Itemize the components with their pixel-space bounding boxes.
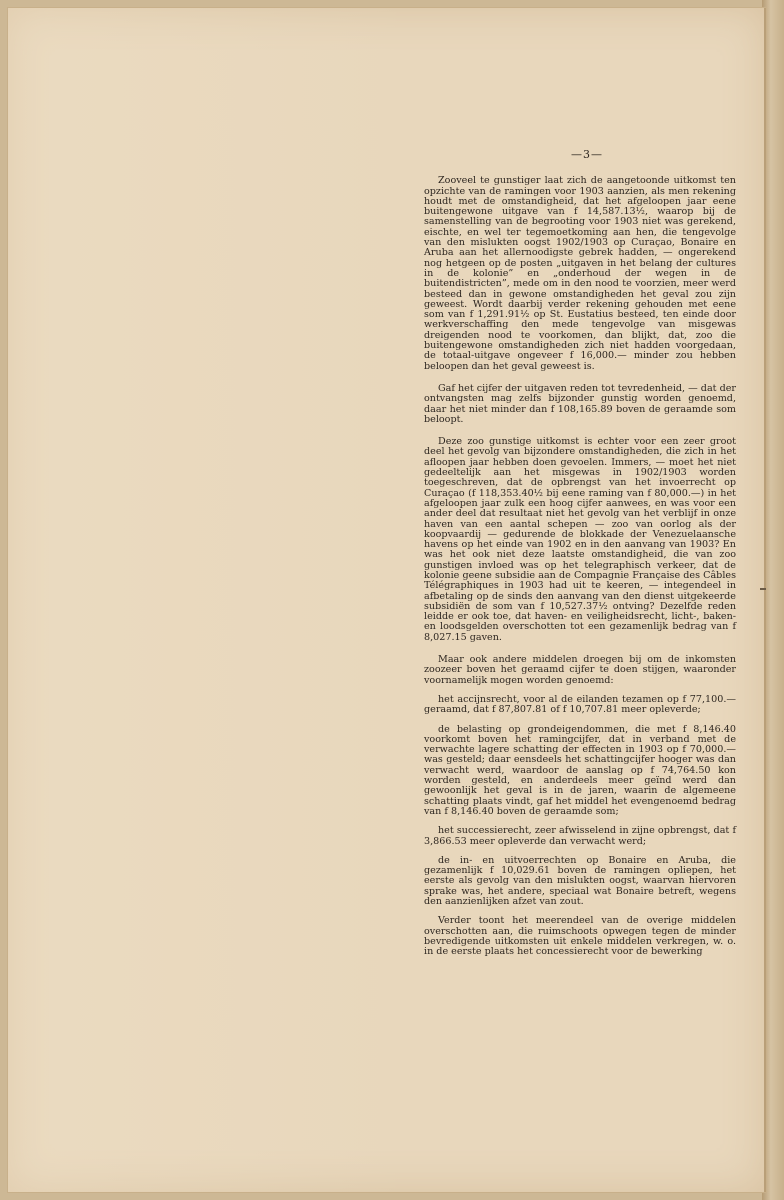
paragraph-land-tax: de belasting op grondeigendommen, die met f 8,146.40 voorkomt boven het ramingcijfer, dat in verband met de verwachte lagere schatting der effecten in 1903 op f 70,000.— was gesteld; daar eensdeels het schattingcijfer hooger was dan verwacht werd, waardoor de aanslag op f 74,764.50 kon worden gesteld, en anderdeels meer geïnd werd dan gewoonlijk het geval is in de jaren, waarin de algemeene schatting plaats vindt, gaf het middel het evengenoemd bedrag van f 8,146.40 boven de geraamde som; — [424, 723, 736, 817]
paragraph-circumstances: Deze zoo gunstige uitkomst is echter voor een zeer groot deel het gevolg van bijzondere omstandigheden, die zich in het afloopen jaar hebben doen gevoelen. Immers, — moet het niet gedeeltelijk aan het misgewas in 1902/1903 worden toegeschreven, dat de opbrengst van het invoerrecht op Curaçao (f 118,353.40½ bij eene raming van f 80,000.—) in het afgeloopen jaar zulk een hoog cijfer aanwees, en was voor een ander deel dat resultaat niet het gevolg van het verblijf in onze haven van een aantal schepen — zoo van oorlog als der koopvaardij — gedurende de blokkade der Venezuelaansche havens op het einde van 1902 en in den aanvang van 1903? En was het ook niet deze laatste omstandigheid, die van zoo gunstigen invloed was op het telegraphisch verkeer, dat de kolonie geene subsidie aan de Compagnie Française des Câbles Télégraphiques in 1903 had uit te keeren, — integendeel in afbetaling op de sinds den aanvang van den dienst uitgekeerde subsidiën de som van f 10,527.37½ ontving? Dezelfde reden leidde er ook toe, dat haven- en veiligheidsrecht, licht-, baken- en loodsgelden overschotten tot een gezamenlijk bedrag van f 8,027.15 gaven. — [424, 436, 736, 643]
paragraph-other-means: Maar ook andere middelen droegen bij om de inkomsten zoozeer boven het geraamd cijfer te doen stijgen, waaronder voornamelijk mogen worden genoemd: — [424, 654, 736, 686]
paragraph-expenditure: Zooveel te gunstiger laat zich de aangetoonde uitkomst ten opzichte van de ramingen voor 1903 aanzien, als men rekening houdt met de omstandigheid, dat het afgeloopen jaar eene buitengewone uitgave van f 14,587.13½, waarop bij de samenstelling van de begrooting voor 1903 niet was gerekend, eischte, en wel ter tegemoetkoming aan hen, die tengevolge van den mislukten oogst 1902/1903 op Curaçao, Bonaire en Aruba aan het allernoodigste gebrek hadden, — ongerekend nog hetgeen op de posten „uitgaven in het belang der cultures in de kolonie” en „onderhoud der wegen in de buitendistricten”, mede om in den nood te voorzien, meer werd besteed dan in gewone omstandigheden het geval zou zijn geweest. Wordt daarbij verder rekening gehouden met eene som van f 1,291.91½ op St. Eustatius besteed, ten einde door werkverschaffing den mede tengevolge van misgewas dreigenden nood te voorkomen, dan blijkt, dat, zoo die buitengewone omstandigheden zich niet hadden voorgedaan, de totaal-uitgave ongeveer f 16,000.— minder zou hebben beloopen dan het geval geweest is. — [424, 175, 736, 372]
paragraph-excise: het accijnsrecht, voor al de eilanden tezamen op f 77,100.— geraamd, dat f 87,807.81 of f 10,707.81 meer opleverde; — [424, 693, 736, 716]
paragraph-succession: het successierecht, zeer afwisselend in zijne opbrengst, dat f 3,866.53 meer opleverde dan verwacht werd; — [424, 825, 736, 847]
paragraph-import-export: de in- en uitvoerrechten op Bonaire en Aruba, die gezamenlijk f 10,029.61 boven de ramingen opliepen, het eerste als gevolg van den mislukten oogst, waarvan hiervoren sprake was, het andere, speciaal wat Bonaire betreft, wegens den aanzienlijken afzet van zout. — [424, 854, 736, 907]
blank-left-margin — [8, 8, 408, 1192]
paragraph-revenue: Gaf het cijfer der uitgaven reden tot tevredenheid, — dat der ontvangsten mag zelfs bijzonder gunstig worden genoemd, daar het niet minder dan f 108,165.89 boven de geraamde som beloopt. — [424, 382, 736, 425]
binding-mark — [760, 588, 766, 590]
page-number: —3— — [571, 148, 603, 161]
paragraph-surpluses: Verder toont het meerendeel van de overige middelen overschotten aan, die ruimschoots opwegen tegen de minder bevredigende uitkomsten uit enkele middelen verkregen, w. o. in de eerste plaats het concessierecht voor de bewerking — [424, 915, 736, 958]
text-column — [424, 150, 736, 969]
